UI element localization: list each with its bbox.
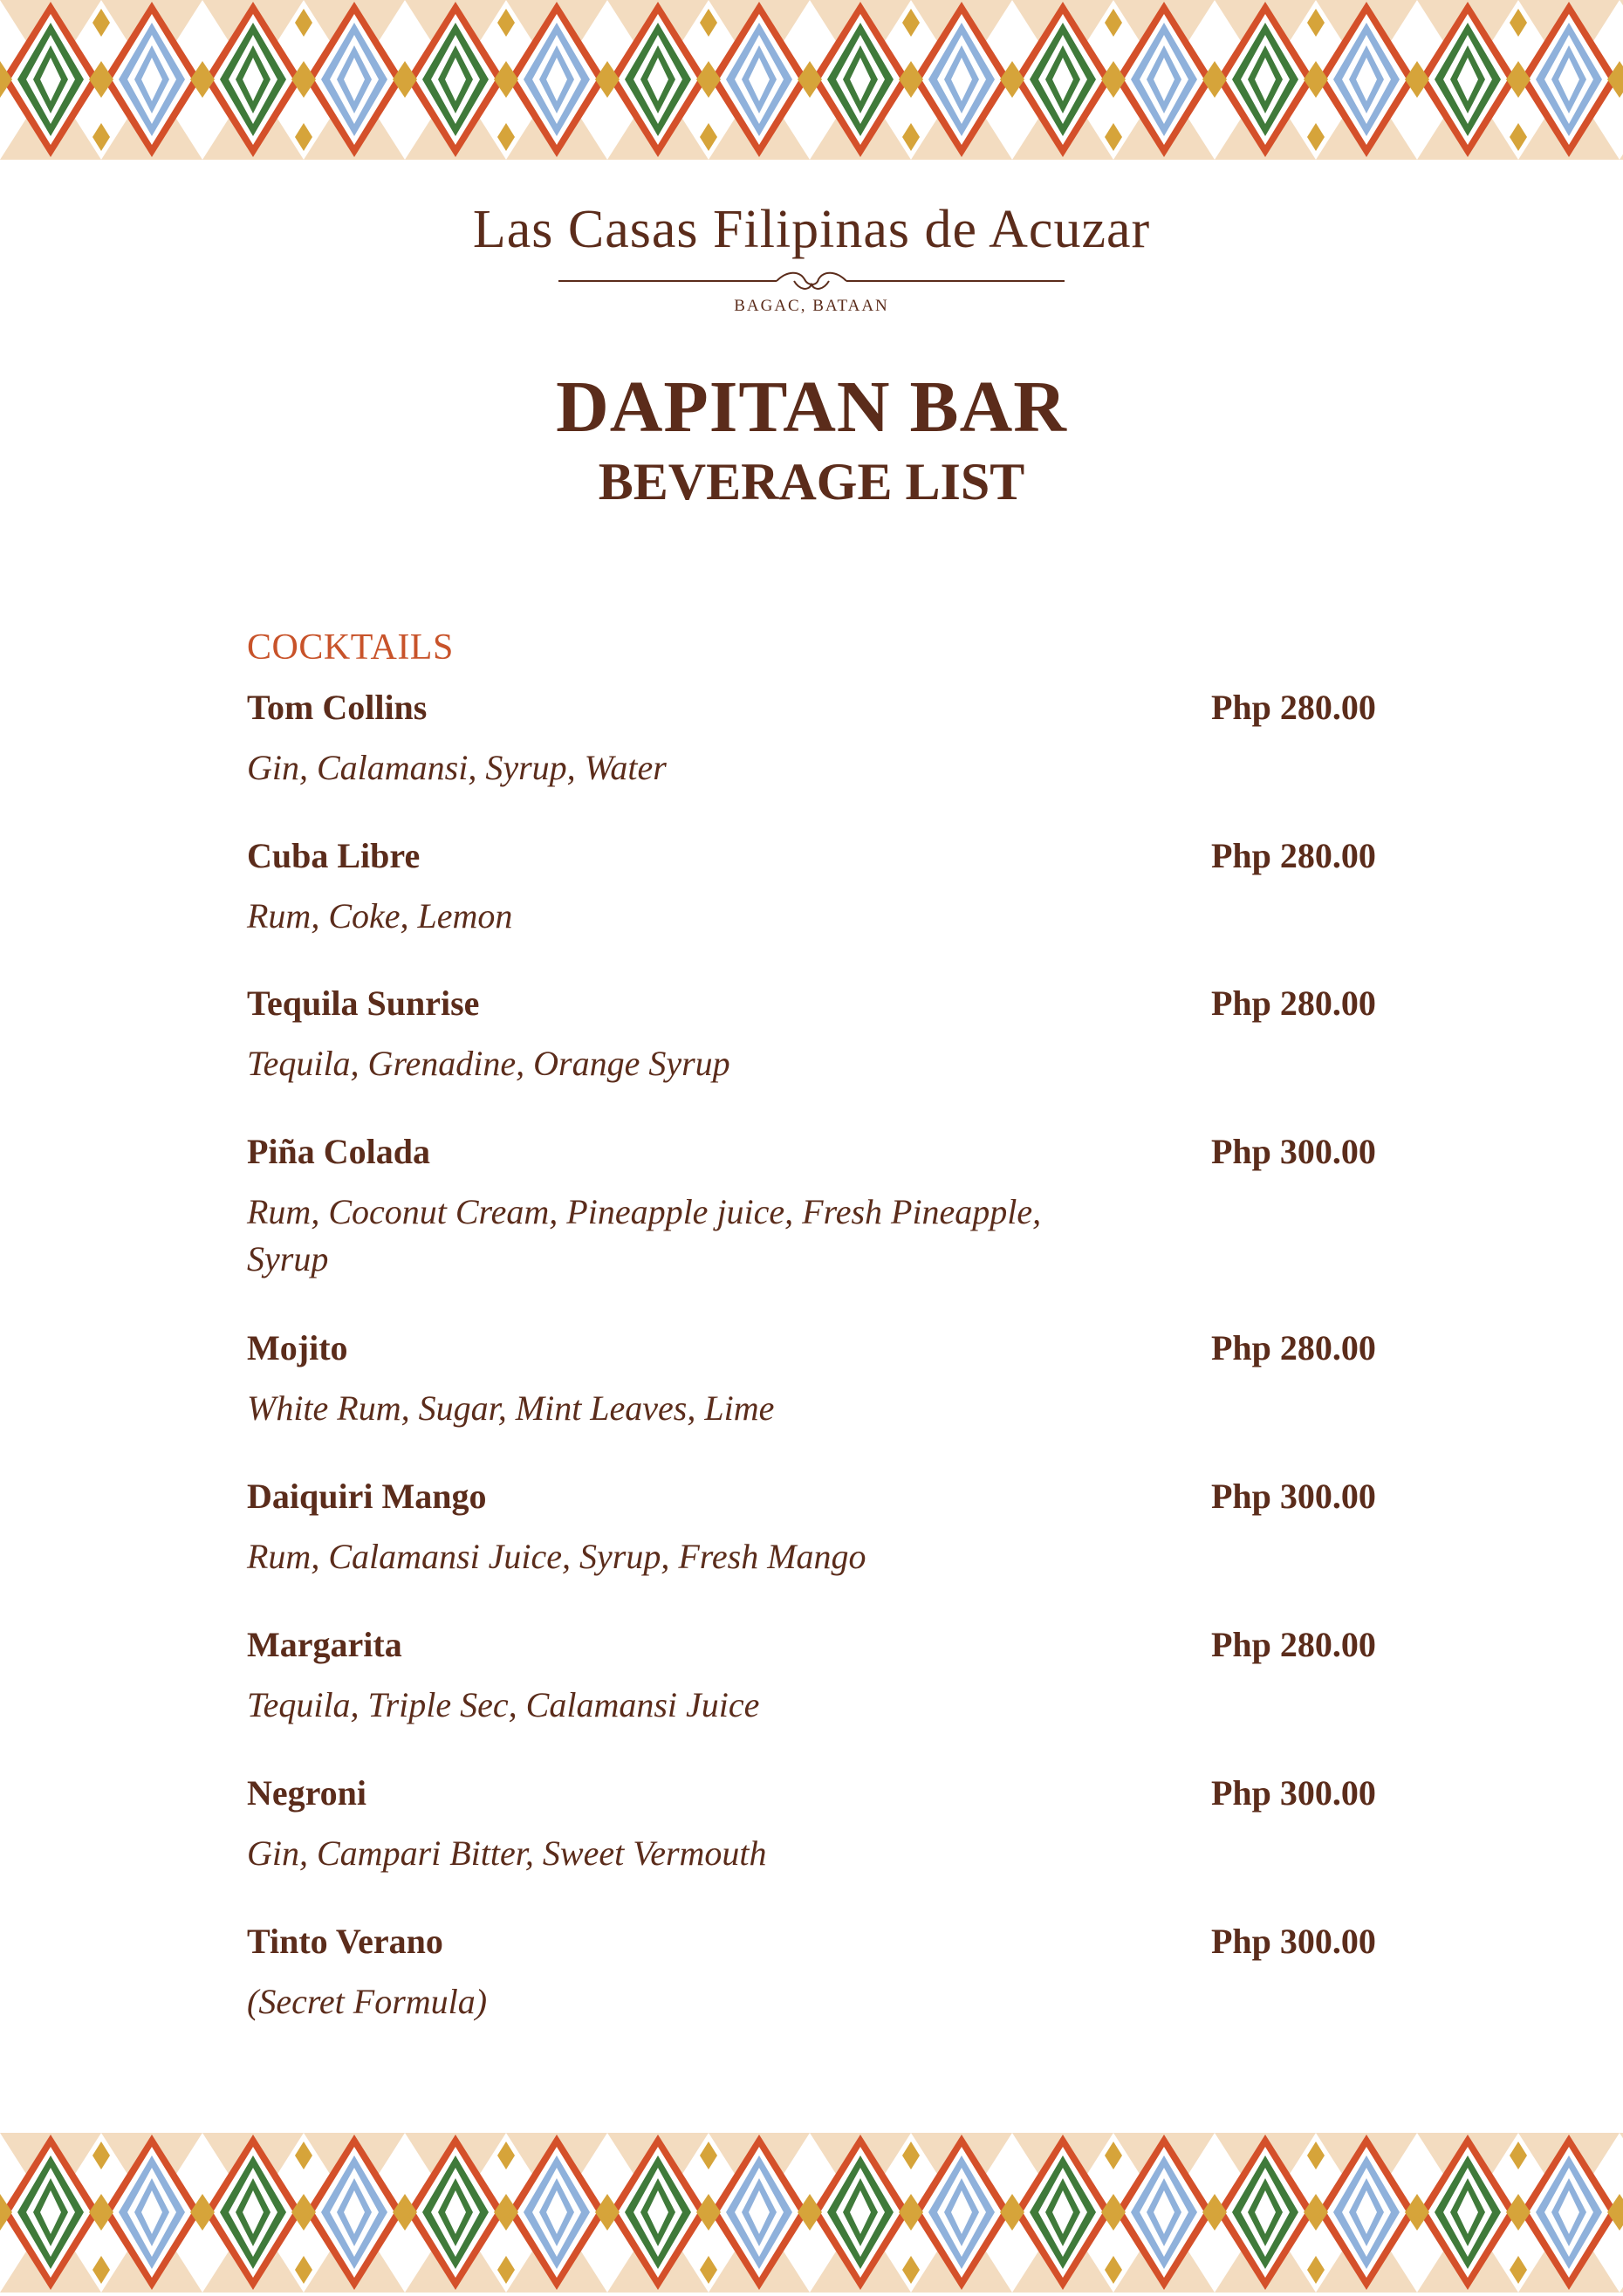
item-name: Daiquiri Mango [247,1477,487,1516]
logo-name: Las Casas Filipinas de Acuzar [472,200,1151,259]
tribal-pattern-icon [0,2133,1623,2293]
item-name: Cuba Libre [247,836,421,875]
logo-location: BAGAC, BATAAN [734,297,889,315]
item-price: Php 300.00 [1211,1477,1376,1516]
item-description: Rum, Coke, Lemon [247,896,513,936]
item-price: Php 280.00 [1211,836,1376,875]
item-name: Piña Colada [247,1132,431,1171]
item-price: Php 280.00 [1211,688,1376,727]
bottom-pattern-border [0,2133,1623,2293]
item-name: Negroni [247,1773,367,1813]
item-price: Php 280.00 [1211,1625,1376,1664]
flourish-divider-icon [558,269,1065,293]
item-description: (Secret Formula) [247,1982,488,2021]
menu-item [247,1919,1381,2025]
top-pattern-border [0,0,1623,160]
menu-item [247,1129,1381,1283]
item-description: Rum, Calamansi Juice, Syrup, Fresh Mango [247,1537,866,1576]
item-description: Gin, Calamansi, Syrup, Water [247,748,667,787]
page-title: DAPITAN BAR [556,367,1067,448]
tribal-pattern-icon [0,0,1623,160]
item-description: Gin, Campari Bitter, Sweet Vermouth [247,1833,767,1873]
item-price: Php 300.00 [1211,1132,1376,1171]
item-name: Mojito [247,1328,348,1367]
menu-item [247,1771,1381,1877]
item-price: Php 280.00 [1211,1328,1376,1367]
item-name: Margarita [247,1625,402,1664]
menu-item [247,833,1381,940]
logo [0,202,1623,316]
item-description: Tequila, Triple Sec, Calamansi Juice [247,1685,760,1724]
menu-item [247,1622,1381,1729]
item-name: Tom Collins [247,688,428,727]
menu-item [247,1326,1381,1432]
menu-item [247,981,1381,1087]
item-price: Php 300.00 [1211,1773,1376,1813]
menu-item [247,685,1381,792]
item-description: Tequila, Grenadine, Orange Syrup [247,1044,730,1083]
item-price: Php 280.00 [1211,984,1376,1023]
item-description: Rum, Coconut Cream, Pineapple juice, Fresh Pineapple, Syrup [247,1192,1042,1278]
item-price: Php 300.00 [1211,1922,1376,1961]
item-description: White Rum, Sugar, Mint Leaves, Lime [247,1388,775,1428]
item-name: Tequila Sunrise [247,984,480,1023]
menu-item [247,1474,1381,1580]
section-title-cocktails: COCKTAILS [247,627,454,668]
item-name: Tinto Verano [247,1922,443,1961]
page-subtitle: BEVERAGE LIST [598,453,1025,511]
